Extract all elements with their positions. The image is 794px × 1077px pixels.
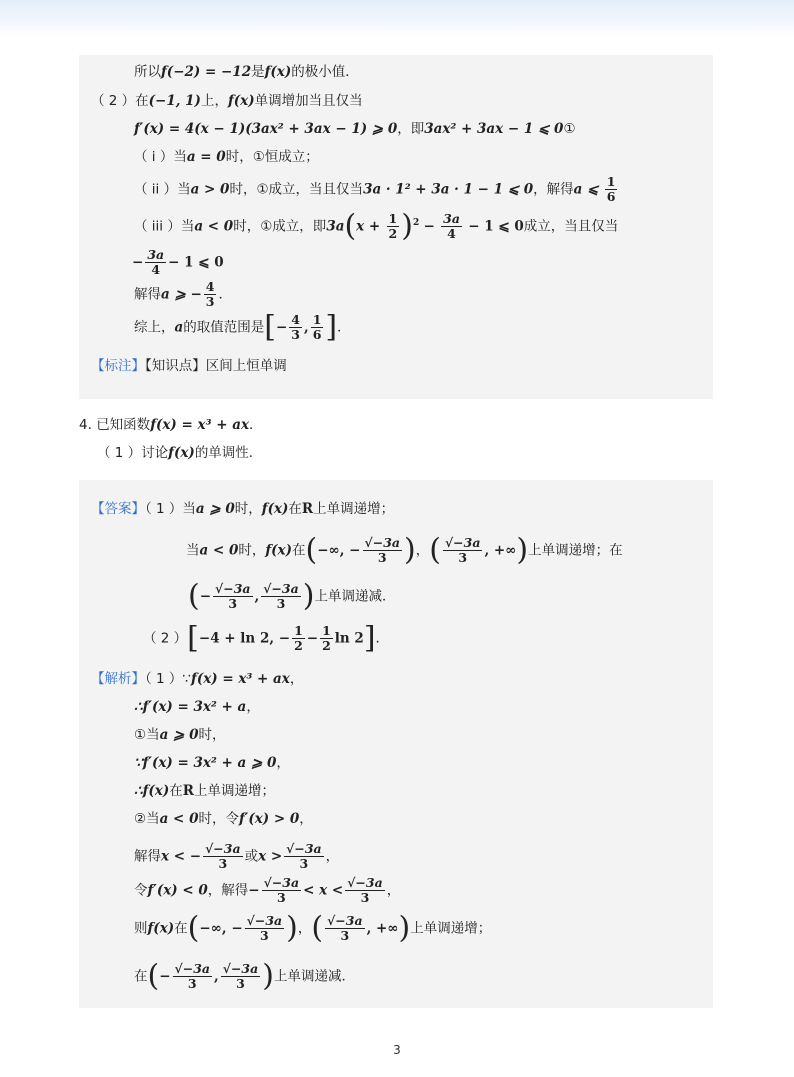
text-line: 则f(x)在(−∞, − $\frac{√-3a}{3}$ )，( $\frac{√-3a}{3}$ , +∞)上单调递增； <box>134 910 492 946</box>
page-number: 3 <box>393 1043 401 1057</box>
text-line: （ 2 ）在(−1, 1)上，f(x)单调增加当且仅当 <box>91 93 363 109</box>
text-line: ①当a ⩾ 0时， <box>134 727 226 743</box>
text-line: ∴f′(x) = 3x² + a， <box>134 699 260 715</box>
text-line: 解得x < − $\frac{√-3a}{3}$ 或x > $\frac{√-3a}{3}$ ， <box>134 841 340 871</box>
text-line: （ ii ）当a > 0时，①成立，当且仅当3a · 1² + 3a · 1 − 1 ⩽ 0，解得a ⩽ $\frac{1}{6}$ <box>134 174 616 204</box>
text-line: 当a < 0时，f(x)在(−∞, − $\frac{√-3a}{3}$ )，( $\frac{√-3a}{3}$ , +∞)上单调递增；在 <box>186 532 623 568</box>
text-line: f′(x) = 4(x − 1)(3ax² + 3ax − 1) ⩾ 0，即3ax² + 3ax − 1 ⩽ 0① <box>134 121 576 137</box>
answer-tag: 【答案】 <box>91 501 145 517</box>
note-tag: 【标注】 <box>91 358 145 374</box>
fraction: $\frac{√-3a}{3}$ <box>444 535 481 565</box>
note-line: 【标注】【知识点】区间上恒单调 <box>91 358 287 374</box>
fraction: $\frac{1}{6}$ <box>312 312 322 342</box>
text-line: 【答案】（ 1 ）当a ⩾ 0时，f(x)在R上单调递增； <box>91 501 395 517</box>
fraction: $\frac{1}{2}$ <box>322 623 331 653</box>
fraction: $\frac{1}{2}$ <box>388 211 398 241</box>
text-line: 综上，a的取值范围是[− $\frac{4}{3}$ , $\frac{1}{6}$ ]． <box>134 309 351 345</box>
fraction: $\frac{4}{3}$ <box>291 312 300 342</box>
fraction: $\frac{√-3a}{3}$ <box>215 581 251 611</box>
question-sub: （ 1 ）讨论f(x)的单调性． <box>97 445 263 461</box>
fraction: $\frac{√-3a}{3}$ <box>222 961 259 991</box>
fraction: $\frac{√-3a}{3}$ <box>347 875 383 905</box>
text-line: 令f′(x) < 0，解得− $\frac{√-3a}{3}$ < x < $\frac{√-3a}{3}$ ， <box>134 875 401 905</box>
fraction: $\frac{√-3a}{3}$ <box>263 875 300 905</box>
fraction: $\frac{3a}{4}$ <box>147 247 165 277</box>
text-line: (− $\frac{√-3a}{3}$ , $\frac{√-3a}{3}$ )上单调递减． <box>188 578 396 614</box>
header-band <box>0 0 794 38</box>
text-line: ②当a < 0时，令f′(x) > 0， <box>134 811 313 827</box>
text-line: 解得a ⩾ − $\frac{4}{3}$ ． <box>134 279 232 309</box>
text-line: （ i ）当a = 0时，①恒成立； <box>134 149 319 165</box>
text-line: 所以f(−2) = −12是f(x)的极小值． <box>134 64 359 80</box>
text-line: （ iii ）当a < 0时，①成立，即3a(x + $\frac{1}{2}$ )$^2$ − $\frac{3a}{4}$ − 1 ⩽ 0成立，当且仅当 <box>134 208 619 244</box>
text-line: 在(− $\frac{√-3a}{3}$ , $\frac{√-3a}{3}$ )上单调递减． <box>134 958 355 994</box>
fraction: $\frac{√-3a}{3}$ <box>327 913 363 943</box>
fraction: $\frac{1}{6}$ <box>606 174 616 204</box>
fraction: $\frac{3a}{4}$ <box>443 211 460 241</box>
text-line: ∵f′(x) = 3x² + a ⩾ 0， <box>134 755 290 771</box>
text-line: − $\frac{3a}{4}$ − 1 ⩽ 0 <box>132 247 224 277</box>
fraction: $\frac{√-3a}{3}$ <box>174 961 211 991</box>
fraction: $\frac{√-3a}{3}$ <box>286 841 322 871</box>
fraction: $\frac{√-3a}{3}$ <box>205 841 241 871</box>
text-line: （ 2 ）[−4 + ln 2, − $\frac{1}{2}$ − $\frac{1}{2}$ ln 2]． <box>143 620 390 656</box>
question-stem: 4. 已知函数f(x) = x³ + ax． <box>79 417 263 433</box>
analysis-tag: 【解析】 <box>91 671 145 687</box>
text-line: ∴f(x)在R上单调递增； <box>134 783 275 799</box>
fraction: $\frac{√-3a}{3}$ <box>246 913 283 943</box>
fraction: $\frac{4}{3}$ <box>205 279 215 309</box>
fraction: $\frac{1}{2}$ <box>294 623 303 653</box>
fraction: $\frac{√-3a}{3}$ <box>364 535 400 565</box>
text-line: 【解析】（ 1 ）∵f(x) = x³ + ax， <box>91 671 304 687</box>
fraction: $\frac{√-3a}{3}$ <box>263 581 299 611</box>
